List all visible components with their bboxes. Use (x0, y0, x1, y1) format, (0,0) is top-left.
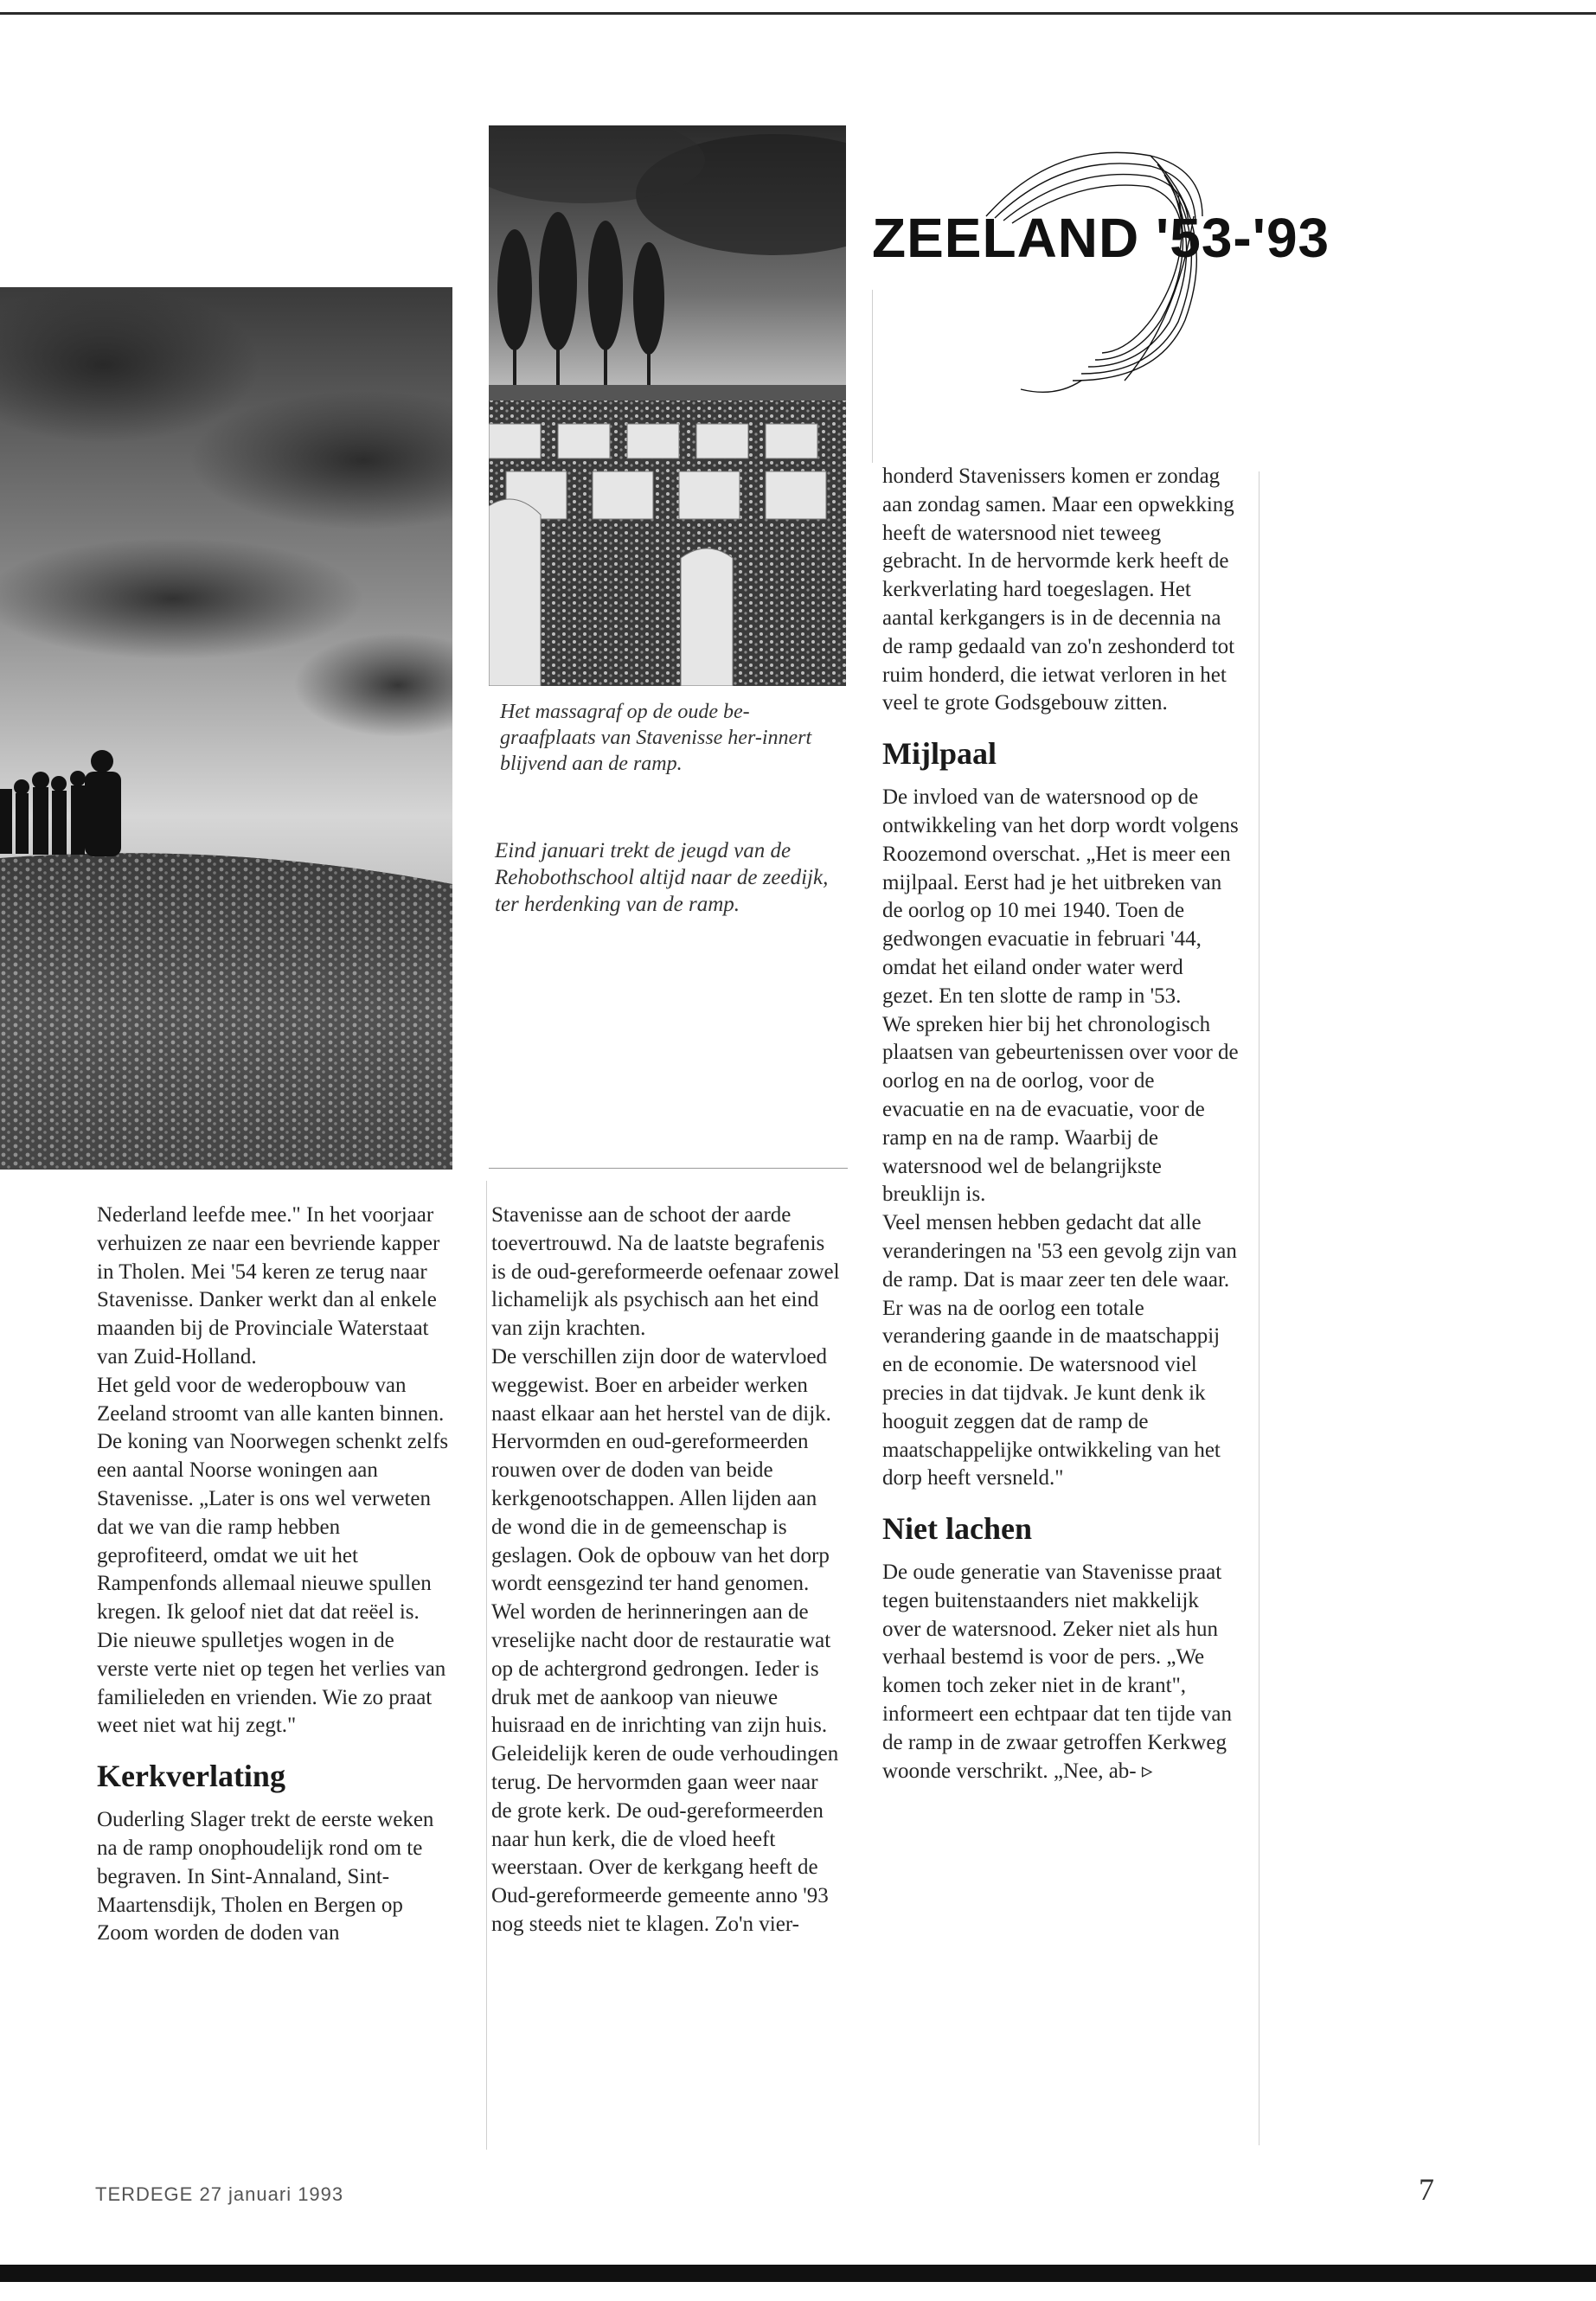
col2-paragraph-3: Geleidelijk keren de oude verhoudingen terug. De hervormden gaan weer naar de grote kerk. De oud-gereformeerden naar hun kerk, die de vloed heeft weerstaan. Over de kerkgang heeft de Oud-gereformeerde gemeente anno '93 nog steeds niet te klagen. Zo'n vier- (491, 1742, 839, 1936)
grave-caption: Het massagraf op de oude be-graafplaats van Stavenisse her-innert blijvend aan de ramp. (500, 701, 812, 775)
dike-silhouette-photo-icon (0, 287, 452, 1170)
col1-paragraph-3: Ouderling Slager trekt de eerste weken na de ramp onophoudelijk rond om te begraven. In Sint-Annaland, Sint-Maartensdijk, Tholen en Bergen op Zoom worden de doden van (97, 1808, 434, 1945)
col3-paragraph-4: Veel mensen hebben gedacht dat alle veranderingen na '53 een gevolg zijn van de ramp. Dat is maar zeer ten dele waar. Er was na de oorlog een totale verandering gaande in de maatschappij en de economie. De watersnood viel precies in dat tijdvak. Je kunt denk ik hooguit zeggen dat de ramp de maatschappelijke ontwikkeling van het dorp heeft versneld." (882, 1211, 1237, 1490)
column-divider-logo (872, 290, 873, 463)
dike-photo (0, 287, 452, 1170)
cemetery-graves-photo-icon (489, 125, 846, 686)
page-number: 7 (1419, 2172, 1434, 2207)
col1-paragraph-2: Het geld voor de wederopbouw van Zeeland stroomt van alle kanten binnen. De koning van Noorwegen schenkt zelfs een aantal Noorse woningen aan Stavenisse. „Later is ons wel verweten dat we van die ramp hebben geprofiteerd, omdat we uit het Rampenfonds allemaal nieuwe spullen kregen. Ik geloof niet dat dat reëel is. Die nieuwe spulletjes wogen in de verste verte niet op tegen het verlies van familieleden en vrienden. Wie zo praat weet niet wat hij zegt." (97, 1373, 449, 1738)
article-column-1 (97, 1202, 450, 1948)
middle-column-rule (489, 1168, 848, 1169)
footer-publication: TERDEGE 27 januari 1993 (95, 2183, 344, 2205)
heading-niet-lachen: Niet lachen (882, 1511, 1032, 1547)
logo-title: ZEELAND '53-'93 (872, 207, 1330, 269)
column-divider-mid (486, 1181, 487, 2150)
col3-paragraph-1: honderd Stavenissers komen er zondag aan zondag samen. Maar een opwekking heeft de watersnood niet teweeg gebracht. In de hervormde kerk heeft de kerkverlating hard toegeslagen. Het aantal kerkgangers is in de decennia na de ramp gedaald van zo'n zeshonderd tot ruim honderd, die ietwat verloren in het veel te grote Godsgebouw zitten. (882, 465, 1235, 715)
col3-paragraph-2: De invloed van de watersnood op de ontwikkeling van het dorp wordt volgens Roozemond overschat. „Het is meer een mijlpaal. Eerst had je het uitbreken van de oorlog op 10 mei 1940. Toen de gedwongen evacuatie in februari '44, omdat het eiland onder water werd gezet. En ten slotte de ramp in '53. (882, 785, 1239, 1008)
heading-kerkverlating: Kerkverlating (97, 1759, 285, 1794)
col2-paragraph-2: De verschillen zijn door de watervloed weggewist. Boer en arbeider werken naast elkaar aan het herstel van de dijk. Hervormden en oud-gereformeerden rouwen over de doden van beide kerkgenootschappen. Allen lijden aan de wond die in de gemeenschap is geslagen. Ook de opbouw van het dorp wordt eensgezind ter hand genomen. Wel worden de herinneringen aan de vreselijke nacht door de restauratie wat op de achtergrond gedrongen. Ieder is druk met de aankoop van nieuwe huisraad en de inrichting van zijn huis. (491, 1344, 831, 1738)
col3-paragraph-3: We spreken hier bij het chronologisch plaatsen van gebeurtenissen over voor de oorlog en na de oorlog, voor de evacuatie en na de evacuatie, voor de ramp en na de ramp. Waarbij de watersnood wel de belangrijkste breuklijn is. (882, 1012, 1239, 1207)
youth-caption: Eind januari trekt de jeugd van de Rehobothschool altijd naar de zeedijk, ter herdenking van de ramp. (495, 839, 829, 916)
col3-paragraph-5: De oude generatie van Stavenisse praat tegen buitenstaanders niet makkelijk over de watersnood. Zeker niet als hun verhaal bestemd is voor de pers. „We komen toch zeker niet in de krant", informeert een echtpaar dat ten tijde van de ramp in de zwaar getroffen Kerkweg woonde verschrikt. „Nee, ab- ▹ (882, 1561, 1232, 1783)
top-rule (0, 12, 1596, 15)
col1-paragraph-1: Nederland leefde mee." In het voorjaar verhuizen ze naar een bevriende kapper in Tholen. Mei '54 keren ze terug naar Stavenisse. Danker werkt dan al enkele maanden bij de Provinciale Waterstaat van Zuid-Holland. (97, 1203, 440, 1368)
bottom-rule (0, 2265, 1596, 2282)
article-column-2 (491, 1202, 842, 1939)
cemetery-photo (489, 125, 846, 686)
heading-mijlpaal: Mijlpaal (882, 736, 997, 772)
col2-paragraph-1: Stavenisse aan de schoot der aarde toevertrouwd. Na de laatste begrafenis is de oud-gereformeerde oefenaar zowel lichamelijk als psychisch aan het eind van zijn krachten. (491, 1203, 840, 1341)
article-column-3 (882, 463, 1239, 1785)
